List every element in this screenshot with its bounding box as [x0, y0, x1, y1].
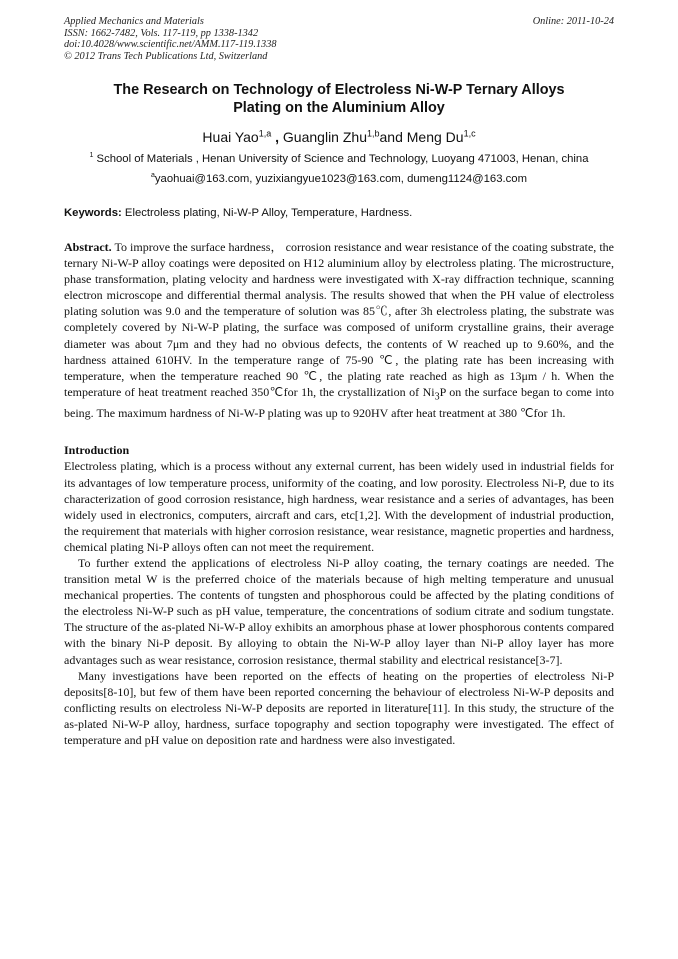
email-list — [64, 172, 614, 186]
abstract-subscript: 3 — [434, 391, 440, 403]
abstract-text-2: P on the surface began to come into being. The maximum hardness of Ni-W-P plating was up to 920HV after heat treatment at 380 ℃for 1h. — [64, 384, 615, 421]
journal-name: Applied Mechanics and Materials — [64, 16, 204, 27]
email-text: yaohuai@163.com, yuzixiangyue1023@163.com, dumeng1124@163.com — [154, 173, 527, 185]
author-2-sup: 1,b — [366, 128, 380, 139]
author-2: Guanglin Zhu — [279, 129, 367, 145]
abstract — [64, 239, 614, 421]
journal-header — [64, 16, 614, 62]
intro-paragraph-3: Many investigations have been reported on the effects of heating on the properties of electroless Ni-P deposits[8-10], but few of them have been reported concerning the behaviour of electroless Ni-W-P deposits and conflicting results on electroless Ni-W-P deposits are reported in literature[11]. In this study, the structure of the as-plated Ni-W-P alloy, hardness, surface topography and section topography were investigated. The effect of temperature and pH value on deposition rate and hardness were also investigated. — [64, 668, 614, 748]
email-sup: a — [151, 172, 155, 180]
affiliation-text: School of Materials , Henan University of Science and Technology, Luoyang 471003, Henan, china — [93, 153, 589, 165]
keywords — [64, 206, 614, 220]
abstract-text-1: To improve the surface hardness， corrosion resistance and wear resistance of the coating substrate, the ternary Ni-W-P alloy coatings were deposited on H12 aluminium alloy by electroless plating. The microstructure, phase transformation, plating velocity and hardness were investigated with X-ray diffraction technique, scanning electron microscope and differential thermal analysis. The results showed that when the PH value of electroless plating solution was 9.0 and the temperature of solution was 85℃, after 3h electroless plating, the substrate was completely covered by Ni-W-P plating, the surface was composed of uniform crystalline grains, their average diameter was about 7μm and they had no obvious defects, the contents of W reached up to 9.60%, and the hardness attained 610HV. In the temperature range of 75-90 ℃, the plating rate has been increasing with temperature, when the temperature reached 90 ℃, the plating rate reached as high as 13μm / h. When the temperature of heat treatment reached 350℃for 1h, the crystallization of Ni — [64, 240, 614, 399]
affiliation — [64, 152, 614, 166]
issn-line: ISSN: 1662-7482, Vols. 117-119, pp 1338-1342 — [64, 27, 259, 39]
doi-line: doi:10.4028/www.scientific.net/AMM.117-119.1338 — [64, 39, 277, 50]
keywords-label: Keywords: — [64, 207, 122, 219]
title-line-2: Plating on the Aluminium Alloy — [233, 100, 445, 116]
affiliation-sup: 1 — [89, 152, 94, 160]
intro-paragraph-1: Electroless plating, which is a process without any external current, has been widely used in industrial fields for its advantages of low temperature process, uniformity of the coating, and low porosity. Electroless Ni-P, due to its characterization of good corrosion resistance, high hardness, wear resistance and a series of advantages, has been widely used in electronics, computers, aircraft and cars, etc[1,2]. With the development of industrial production, the requirement that materials with higher corrosion resistance, wear resistance, magnetic properties and hardness, chemical plating Ni-P alloys often can not meet the requirement. — [64, 459, 614, 554]
online-date: Online: 2011-10-24 — [532, 16, 614, 27]
author-separator: , — [271, 129, 280, 145]
intro-paragraph-2: To further extend the applications of electroless Ni-P alloy coating, the ternary coatings are needed. The transition metal W is the preferred choice of the materials because of high melting temperature and unusual mechanical properties. The contents of tungsten and phosphorous could be affected by the plating conditions of the electroless Ni-W-P such as pH value, temperature, the concentrations of sodium citrate and sodium tungstate. The structure of the as-plated Ni-W-P alloy exhibits an amorphous phase at lower phosphorous contents compared with the binary Ni-P deposit. By alloying to obtain the Ni-W-P alloy layer than Ni-P alloy layer has more advantages such as wear resistance, corrosion resistance, thermal stability and electrical resistance[3-7]. — [64, 555, 614, 667]
author-list — [64, 127, 614, 147]
keywords-text: Electroless plating, Ni-W-P Alloy, Temperature, Hardness. — [121, 207, 413, 219]
abstract-label: Abstract. — [64, 240, 112, 254]
paper-title — [64, 81, 614, 117]
author-3-sup: 1,c — [463, 128, 476, 139]
author-1: Huai Yao — [202, 129, 259, 145]
title-line-1: The Research on Technology of Electroless Ni-W-P Ternary Alloys — [113, 82, 565, 98]
author-3: and Meng Du — [379, 129, 464, 145]
section-heading-introduction: Introduction — [64, 443, 130, 458]
author-1-sup: 1,a — [258, 128, 272, 139]
copyright-line: © 2012 Trans Tech Publications Ltd, Switzerland — [64, 50, 268, 62]
